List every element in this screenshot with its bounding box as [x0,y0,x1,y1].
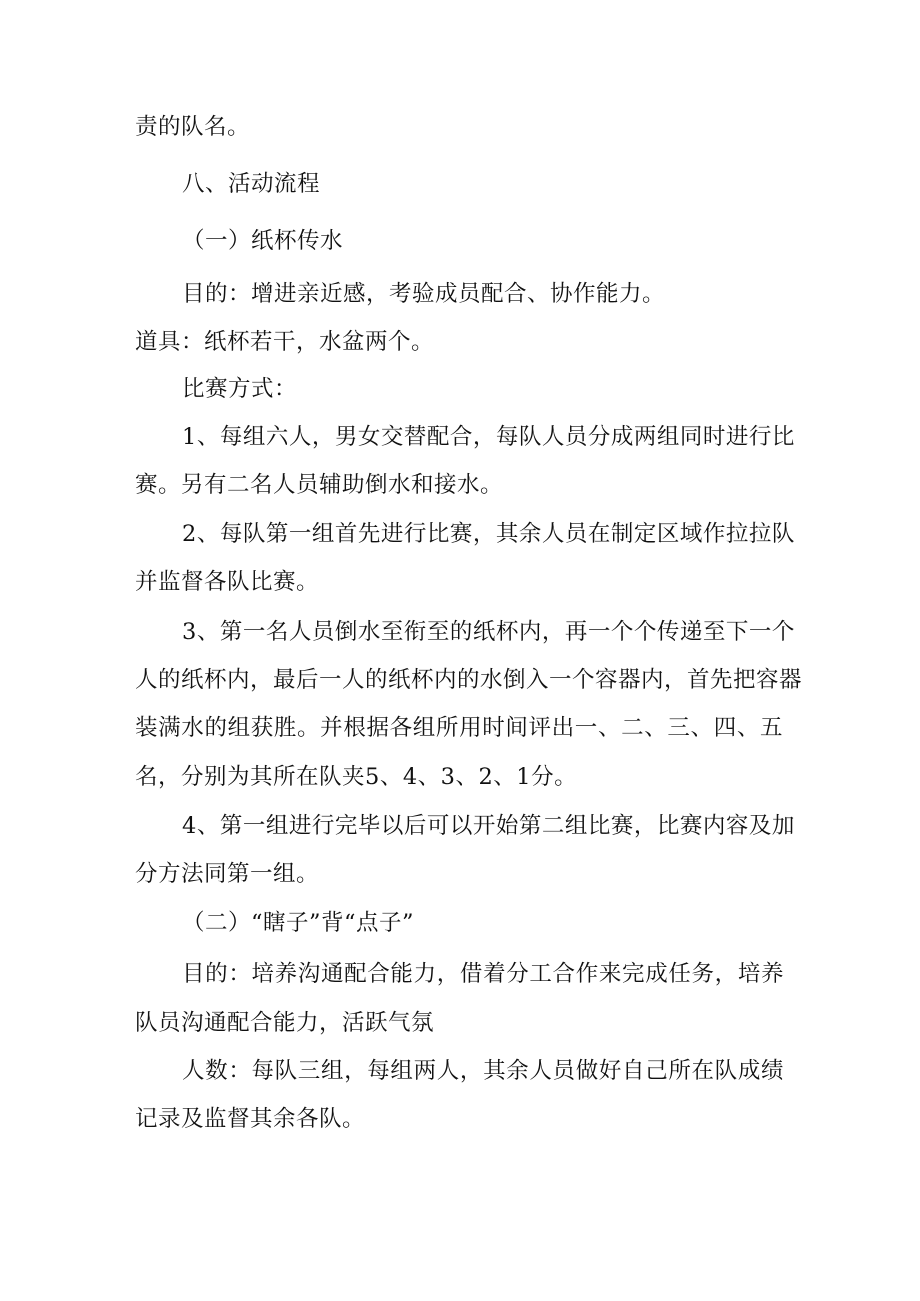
text-line-competition-method: 比赛方式： [182,376,298,402]
text-line-participants-a: 人数：每队三组，每组两人，其余人员做好自己所在队成绩 [182,1058,784,1084]
text-line-props: 道具：纸杯若干，水盆两个。 [135,329,435,355]
text-line-rule-3a: 3、第一名人员倒水至衔至的纸杯内，再一个个传递至下一个 [182,619,795,645]
text-line-purpose-2b: 队员沟通配合能力，活跃气氛 [135,1010,435,1036]
text-line-rule-4b: 分方法同第一组。 [135,861,320,887]
text-line-rule-3d: 名，分别为其所在队夹5、4、3、2、1分。 [135,764,578,790]
text-line-rule-3b: 人的纸杯内，最后一人的纸杯内的水倒入一个容器内，首先把容器 [135,667,803,693]
text-line-rule-2a: 2、每队第一组首先进行比赛，其余人员在制定区域作拉拉队 [182,521,795,547]
text-line-rule-2b: 并监督各队比赛。 [135,569,320,595]
subsection-heading-blind-carry: （二）“瞎子”背“点子” [182,910,415,936]
text-line-rule-1b: 赛。另有二名人员辅助倒水和接水。 [135,472,504,498]
text-line-purpose-1: 目的：增进亲近感，考验成员配合、协作能力。 [182,281,666,307]
section-heading-activity-process: 八、活动流程 [182,171,321,197]
text-line-rule-3c: 装满水的组获胜。并根据各组所用时间评出一、二、三、四、五 [135,715,783,741]
text-line-participants-b: 记录及监督其余各队。 [135,1106,366,1132]
text-line-purpose-2a: 目的：培养沟通配合能力，借着分工合作来完成任务，培养 [182,961,784,987]
subsection-heading-paper-cup-water: （一）纸杯传水 [182,228,344,254]
text-line-rule-4a: 4、第一组进行完毕以后可以开始第二组比赛，比赛内容及加 [182,813,795,839]
text-line-rule-1a: 1、每组六人，男女交替配合，每队人员分成两组同时进行比 [182,424,795,450]
text-line-continuation: 责的队名。 [135,114,251,140]
